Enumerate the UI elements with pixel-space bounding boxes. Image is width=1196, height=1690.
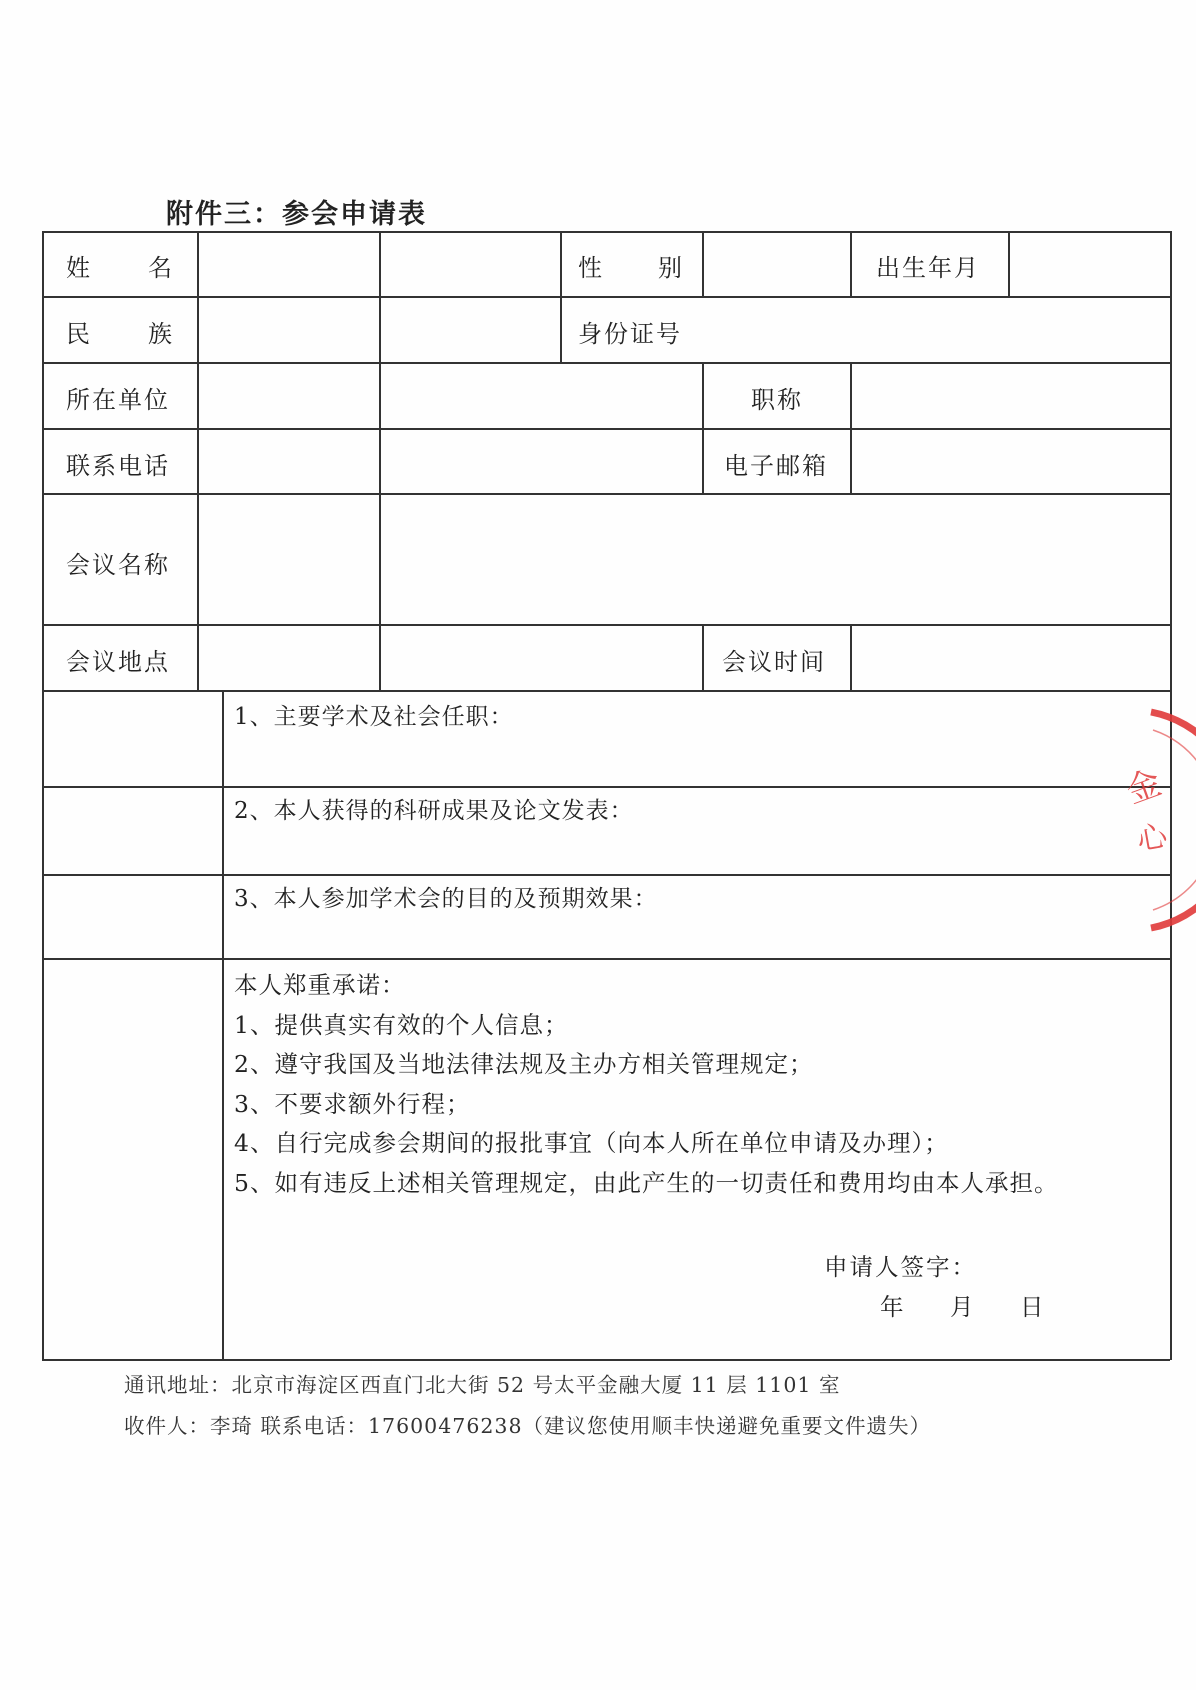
purpose-field[interactable] (224, 910, 1168, 956)
signature-field[interactable] (970, 1242, 1160, 1278)
research-results-field[interactable] (224, 822, 1168, 872)
org-field[interactable] (199, 364, 699, 426)
date-month-label: 月 (950, 1293, 976, 1321)
promise-block (234, 966, 1058, 1203)
label-ethnicity: 民 族 (66, 320, 174, 348)
footer-recipient: 收件人：李琦 联系电话：17600476238（建议您使用顺丰快递避免重要文件遗失） (124, 1414, 931, 1438)
label-job-title: 职称 (751, 386, 803, 414)
birth-field[interactable] (1010, 233, 1168, 295)
promise-item: 2、遵守我国及当地法律法规及主办方相关管理规定； (234, 1050, 814, 1078)
meeting-place-field[interactable] (199, 626, 699, 688)
ethnicity-field[interactable] (199, 298, 557, 360)
phone-field[interactable] (199, 430, 699, 492)
promise-item: 1、提供真实有效的个人信息； (234, 1010, 569, 1039)
svg-text:金: 金 (1121, 762, 1167, 812)
svg-text:心: 心 (1134, 818, 1170, 859)
label-gender: 性 别 (578, 254, 684, 282)
email-field[interactable] (852, 430, 1168, 492)
question-purpose: 3、本人参加学术会的目的及预期效果： (234, 886, 658, 912)
footer-address: 通讯地址：北京市海淀区西直门北大街 52 号太平金融大厦 11 层 1101 室 (124, 1373, 841, 1397)
page-title: 附件三：参会申请表 (166, 199, 427, 230)
question-academic-positions: 1、主要学术及社会任职： (234, 704, 514, 730)
question-research-results: 2、本人获得的科研成果及论文发表： (234, 798, 634, 824)
label-birth: 出生年月 (876, 254, 980, 282)
id-number-field[interactable] (704, 298, 1168, 360)
label-meeting-name: 会议名称 (66, 551, 170, 579)
signature-label: 申请人签字： (824, 1253, 977, 1281)
promise-item: 3、不要求额外行程； (234, 1089, 471, 1118)
promise-heading: 本人郑重承诺： (234, 971, 406, 999)
label-phone: 联系电话 (66, 452, 170, 480)
label-name: 姓 名 (66, 254, 174, 282)
name-field[interactable] (199, 233, 377, 295)
date-day-label: 日 (1020, 1293, 1046, 1321)
red-seal-stamp (1086, 700, 1196, 940)
name-field-extra[interactable] (381, 233, 558, 295)
promise-item: 4、自行完成参会期间的报批事宜（向本人所在单位申请及办理）； (234, 1129, 949, 1157)
job-title-field[interactable] (852, 364, 1168, 426)
gender-field[interactable] (704, 233, 848, 295)
meeting-name-field[interactable] (199, 495, 1168, 623)
academic-positions-field[interactable] (224, 728, 1168, 784)
label-meeting-place: 会议地点 (66, 648, 170, 676)
label-meeting-time: 会议时间 (722, 648, 826, 676)
promise-item: 5、如有违反上述相关管理规定，由此产生的一切责任和费用均由本人承担。 (234, 1168, 1059, 1197)
label-id-number: 身份证号 (578, 320, 682, 348)
date-year-label: 年 (880, 1293, 906, 1321)
meeting-time-field[interactable] (852, 626, 1168, 688)
label-email: 电子邮箱 (724, 452, 828, 480)
label-org: 所在单位 (66, 386, 170, 414)
